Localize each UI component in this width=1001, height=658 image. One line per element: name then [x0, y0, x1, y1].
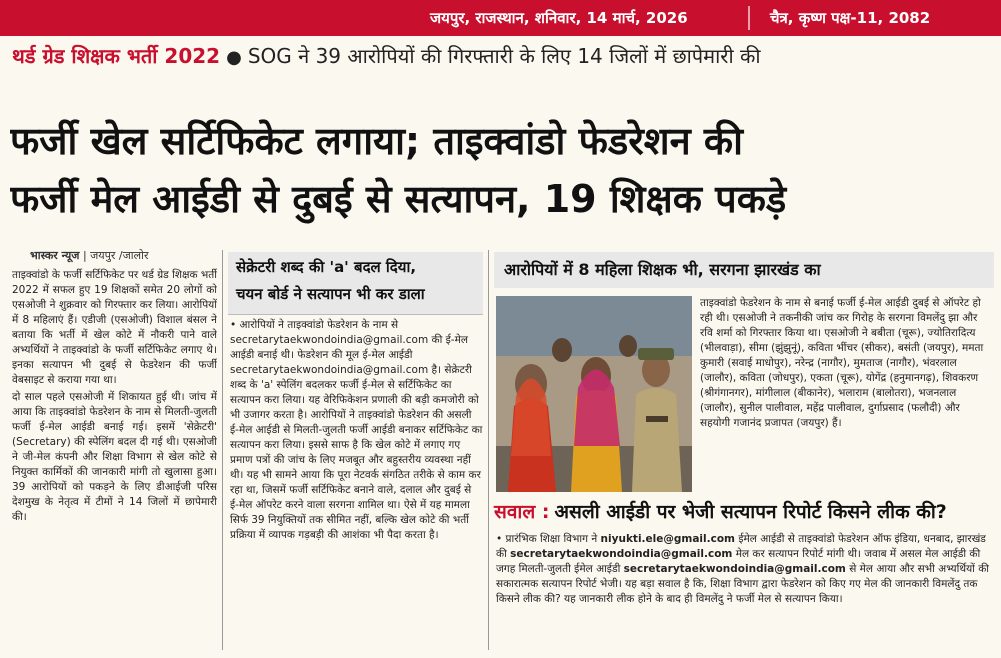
column-divider	[222, 250, 223, 650]
column-2	[230, 318, 483, 653]
masthead-date: जयपुर, राजस्थान, शनिवार, 14 मार्च, 2026	[430, 9, 688, 27]
question-body-part-3: मेल कर सत्यापन रिपोर्ट मांगी थी। जवाब में असल मेल आईडी की जगह मिलती-जुलती ईमेल आईडी	[496, 548, 981, 575]
question-headline	[494, 498, 994, 528]
column-2-body: • आरोपियों ने ताइक्वांडो फेडरेशन के नाम से secretarytaekwondoindia@gmail.com की ई-मेल आईडी बनाई थी। फेडरेशन की मूल ई-मेल आईडी secretarytaekwondoindia@gmail.com है। सेक्रेटरी शब्द के 'a' स्पेलिंग बदलकर फर्जी ई-मेल से सर्टिफिकेट का सत्यापन करा लिया। यह वेरिफिकेशन प्रणाली की बड़ी कमजोरी को भी उजागर करता है। आरोपियों ने ताइक्वांडो फेडरेशन की असली ई-मेल आईडी से मिलती-जुलती फर्जी आईडी बनाकर सर्टिफिकेट का सत्यापन करा लिया। इससे साफ है कि खेल कोटे में लगाए गए प्रमाण पत्रों की जांच के लिए मजबूत और बहुस्तरीय व्यवस्था नहीं थी। यह भी सामने आया कि पूरा नेटवर्क संगठित तरीके से काम कर रहा था, जिसमें फर्जी सर्टिफिकेट बनाने वाले, दलाल और दुबई से ई-मेल ऑपरेट करने वाला सरगना शामिल था। ऐसे में यह मामला सिर्फ 39 नियुक्तियों तक सीमित नहीं, बल्कि खेल कोटे की भर्ती प्रक्रिया में व्यापक गड़बड़ी की आशंका भी पैदा करता है।	[230, 319, 483, 541]
masthead-separator	[748, 6, 750, 30]
kicker	[12, 42, 992, 72]
question-body-part-1: • प्रारंभिक शिक्षा विभाग ने	[496, 533, 601, 545]
bullet-icon: ●	[226, 47, 242, 68]
column-2-head-line-2: चयन बोर्ड ने सत्यापन भी कर डाला	[236, 285, 425, 303]
column-divider	[488, 250, 489, 650]
main-headline	[10, 112, 995, 228]
column-1-para-2: दो साल पहले एसओजी में शिकायत हुई थी। जांच में आया कि ताइक्वांडो फेडरेशन के नाम से मिलती-जुलती फर्जी ई-मेल आईडी बनाई गई। इसमें 'सेक्रेटरी' (Secretary) की स्पेलिंग बदल दी गई थी। एसओजी ने जी-मेल कंपनी और शिक्षा विभाग से खेल कोटे से नियुक्त कार्मिकों की जानकारी मांगी तो खुलासा हुआ। 39 आरोपियों को पकड़ने के लिए डीआईजी परिस देशमुख के नेतृत्व में टीमों ने 14 जिलों में छापेमारी की।	[12, 391, 217, 523]
question-body-part-2: ईमेल आईडी से ताइक्वांडो फेडरेशन ऑफ इंडिया, धनबाद, झारखंड की	[496, 533, 986, 560]
column-1-para-1: ताइक्वांडो के फर्जी सर्टिफिकेट पर थर्ड ग्रेड शिक्षक भर्ती 2022 में सफल हुए 19 शिक्षकों समेत 20 लोगों को एसओजी ने शुक्रवार को गिरफ्तार कर लिया। आरोपियों में 8 महिलाएं हैं। एडीजी (एसओजी) विशाल बंसल ने बताया कि भर्ती में खेल कोटे में नौकरी पाने वाले अभ्यर्थियों ने ताइक्वांडो के फर्जी सर्टिफिकेट लगाए थे। इनका सत्यापन भी दुबई से फेडरेशन की फर्जी वेबसाइट से कराया गया था।	[12, 269, 217, 386]
byline-place: | जयपुर /जालोर	[82, 249, 149, 262]
question-email-3: secretarytaekwondoindia@gmail.com	[623, 563, 846, 575]
news-photo	[496, 296, 692, 492]
question-body	[496, 532, 994, 656]
column-1	[12, 268, 217, 658]
masthead-bar	[0, 0, 1001, 36]
question-body-part-4: से मेल आया और सभी अभ्यर्थियों की सकारात्मक सत्यापन रिपोर्ट भेजी। यह बड़ा सवाल है कि, शिक्षा विभाग द्वारा फेडरेशन को किए गए मेल की जानकारी विमलेंदु तक किसने लीक की? यह जानकारी लीक होने के बाद ही विमलेंदु ने फर्जी मेल से सत्यापन किया।	[496, 563, 990, 605]
kicker-label: थर्ड ग्रेड शिक्षक भर्ती 2022	[12, 44, 221, 68]
kicker-text: SOG ने 39 आरोपियों की गिरफ्तारी के लिए 14 जिलों में छापेमारी की	[247, 44, 761, 68]
headline-line-2: फर्जी मेल आईडी से दुबई से सत्यापन, 19 शिक्षक पकड़े	[10, 177, 787, 221]
column-3	[700, 296, 992, 492]
photo-illustration	[496, 296, 692, 492]
question-label: सवाल :	[494, 501, 550, 523]
byline	[30, 248, 148, 263]
column-3-head: आरोपियों में 8 महिला शिक्षक भी, सरगना झारखंड का	[504, 260, 821, 279]
headline-line-1: फर्जी खेल सर्टिफिकेट लगाया; ताइक्वांडो फेडरेशन की	[10, 119, 743, 163]
question-paragraph	[496, 532, 994, 607]
masthead-tithi: चैत्र, कृष्ण पक्ष-11, 2082	[770, 9, 931, 27]
question-text: असली आईडी पर भेजी सत्यापन रिपोर्ट किसने लीक की?	[554, 501, 947, 523]
column-3-header-box	[494, 252, 994, 288]
question-email-1: niyukti.ele@gmail.com	[600, 533, 735, 545]
question-email-2: secretarytaekwondoindia@gmail.com	[510, 548, 733, 560]
column-3-body: ताइक्वांडो फेडरेशन के नाम से बनाई फर्जी ई-मेल आईडी दुबई से ऑपरेट हो रही थी। एसओजी ने तकनीकी जांच कर गिरोह के सरगना विमलेंदु झा और रवि शर्मा को गिरफ्तार किया था। एसओजी ने बबीता (चूरू), ज्योतिरादित्य (भीलवाड़ा), सीमा (झुंझुनूं), कविता भींचर (सीकर), बसंती (जयपुर), ममता कुमारी (सवाई माधोपुर), नरेन्द्र (नागौर), मुमताज (नागौर), भंवरलाल (जालौर), कविता (जोधपुर), एकता (चूरू), योगेंद्र (हनुमानगढ़), शिवकरण (श्रीगंगानगर), मांगीलाल (बीकानेर), भलाराम (बालोतरा), भजनलाल (जालौर), सुनील पालीवाल, महेंद्र पालीवाल, दुर्गाप्रसाद (फलौदी) और सहयोगी गजानंद प्रजापत (जयपुर) हैं।	[700, 297, 984, 429]
column-2-head-line-1: सेक्रेटरी शब्द की 'a' बदल दिया,	[236, 258, 417, 276]
byline-agency: भास्कर न्यूज	[30, 249, 80, 262]
column-2-header-box	[228, 252, 483, 315]
